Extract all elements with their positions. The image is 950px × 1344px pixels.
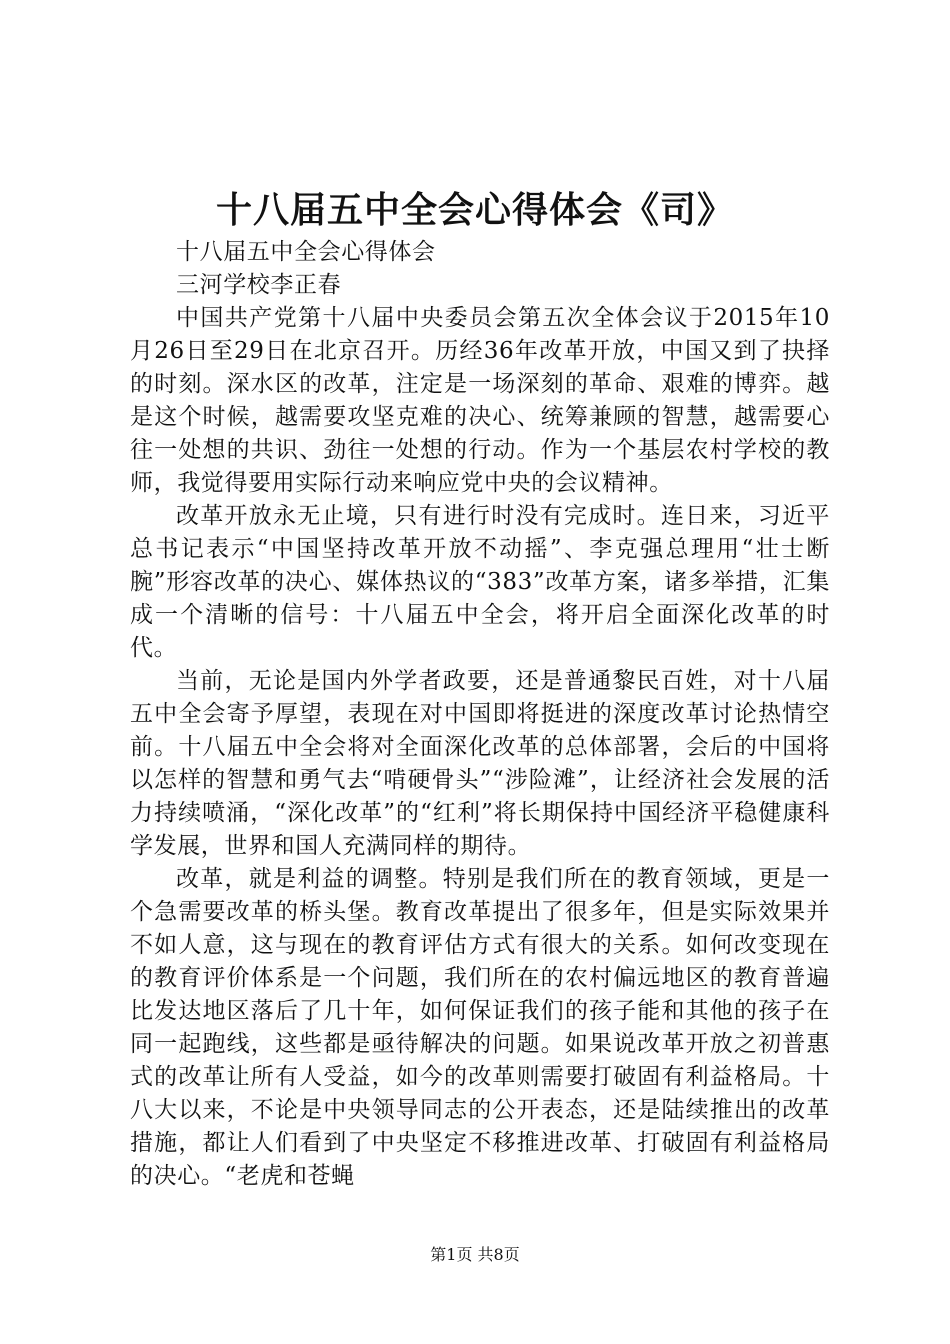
document-subtitle: 十八届五中全会心得体会 bbox=[176, 239, 436, 265]
paragraph-2: 改革开放永无止境，只有进行时没有完成时。连日来，习近平总书记表示“中国坚持改革开放不动摇”、李克强总理用“壮士断腕”形容改革的决心、媒体热议的“383”改革方案，诸多举措，汇集成一个清晰的信号：十八届五中全会，将开启全面深化改革的时代。 bbox=[130, 503, 830, 661]
paragraph-4: 改革，就是利益的调整。特别是我们所在的教育领域，更是一个急需要改革的桥头堡。教育改革提出了很多年，但是实际效果并不如人意，这与现在的教育评估方式有很大的关系。如何改变现在的教育评价体系是一个问题，我们所在的农村偏远地区的教育普遍比发达地区落后了几十年，如何保证我们的孩子能和其他的孩子在同一起跑线，这些都是亟待解决的问题。如果说改革开放之初普惠式的改革让所有人受益，如今的改革则需要打破固有利益格局。十八大以来，不论是中央领导同志的公开表态，还是陆续推出的改革措施，都让人们看到了中央坚定不移推进改革、打破固有利益格局的决心。“老虎和苍蝇 bbox=[130, 866, 830, 1189]
paragraph-1: 中国共产党第十八届中央委员会第五次全体会议于2015年10月26日至29日在北京召开。历经36年改革开放，中国又到了抉择的时刻。深水区的改革，注定是一场深刻的革命、艰难的博弈。越是这个时候，越需要攻坚克难的决心、统筹兼顾的智慧，越需要心往一处想的共识、劲往一处想的行动。作为一个基层农村学校的教师，我觉得要用实际行动来响应党中央的会议精神。 bbox=[130, 305, 830, 496]
page-number: 第1页 共8页 bbox=[430, 1245, 520, 1264]
document-title: 十八届五中全会心得体会《司》 bbox=[215, 189, 734, 231]
document-author: 三河学校李正春 bbox=[176, 272, 342, 298]
page-footer bbox=[0, 1244, 950, 1266]
document-body bbox=[130, 236, 830, 1193]
paragraph-3: 当前，无论是国内外学者政要，还是普通黎民百姓，对十八届五中全会寄予厚望，表现在对中国即将挺进的深度改革讨论热情空前。十八届五中全会将对全面深化改革的总体部署，会后的中国将以怎样的智慧和勇气去“啃硬骨头”“涉险滩”，让经济社会发展的活力持续喷涌，“深化改革”的“红利”将长期保持中国经济平稳健康科学发展，世界和国人充满同样的期待。 bbox=[130, 668, 830, 859]
